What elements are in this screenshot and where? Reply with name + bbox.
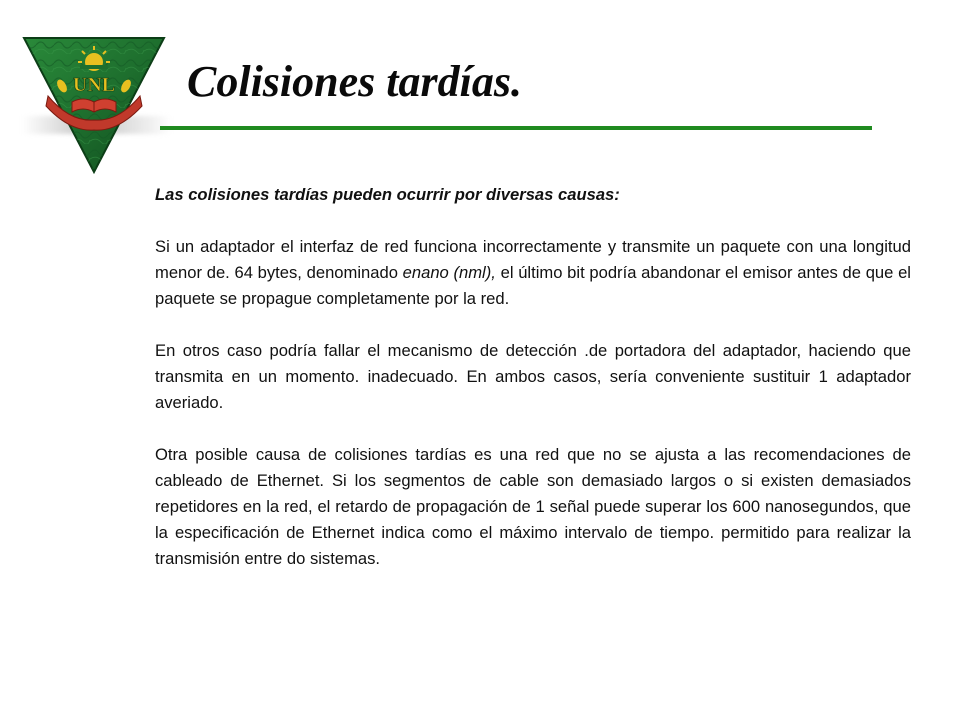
logo-letters: UNL	[72, 74, 116, 96]
paragraph-1	[155, 234, 911, 312]
intro-heading: Las colisiones tardías pueden ocurrir por diversas causas:	[155, 185, 620, 204]
paragraph-1-emphasis: enano (nml),	[402, 263, 496, 282]
paragraph-1-start: Si un adaptador el interfaz de red funciona incorrectamente y transmite un paquete con una longitud menor de. 64 bytes, denominado	[155, 237, 911, 282]
title-underline	[160, 126, 872, 130]
paragraph-1-end: el último bit podría abandonar el emisor antes de que el paquete se propague completamente por la red.	[155, 263, 911, 308]
paragraph-3: Otra posible causa de colisiones tardías es una red que no se ajusta a las recomendaciones de cableado de Ethernet. Si los segmentos de cable son demasiado largos o si existen demasiados repetidores en la red, el retardo de propagación de 1 señal puede superar los 600 nanosegundos, que la especificación de Ethernet indica como el máximo intervalo de tiempo. permitido para realizar la transmisión entre do sistemas.	[155, 445, 911, 568]
slide-title: Colisiones tardías.	[187, 57, 522, 106]
university-logo	[18, 36, 168, 174]
paragraph-2: En otros caso podría fallar el mecanismo de detección .de portadora del adaptador, haciendo que transmita en un momento. inadecuado. En ambos casos, sería conveniente sustituir 1 adaptador averiado.	[155, 341, 911, 412]
slide-body	[155, 182, 911, 598]
